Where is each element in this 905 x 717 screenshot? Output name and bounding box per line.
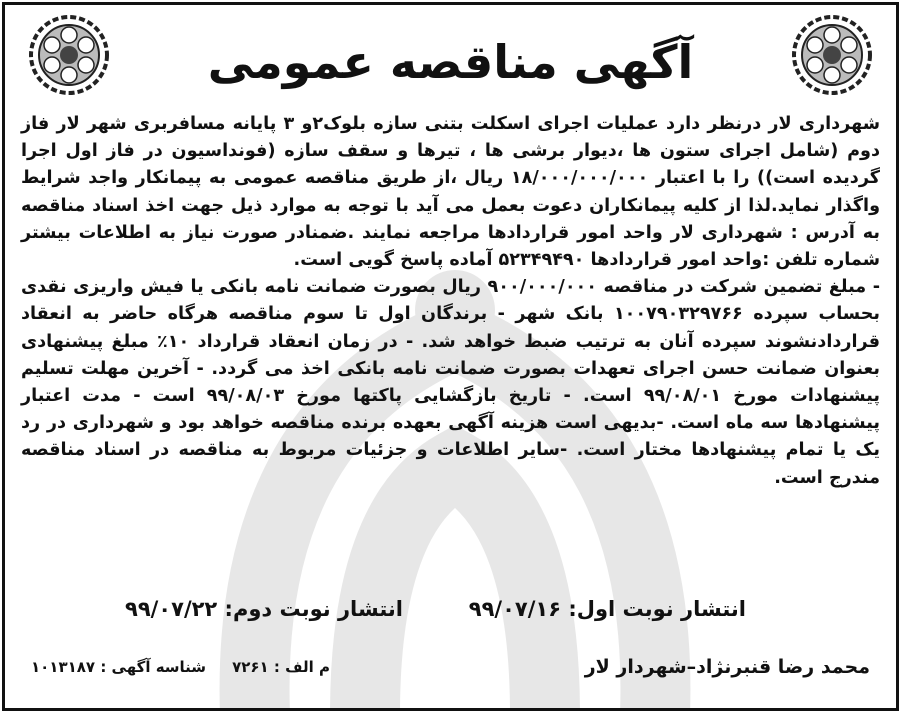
first-publication-date: انتشار نوبت اول: ۹۹/۰۷/۱۶	[468, 597, 746, 621]
ad-id: شناسه آگهی : ۱۰۱۳۱۸۷	[31, 658, 207, 676]
notice-conditions-paragraph: - مبلغ تضمین شرکت در مناقصه ۹۰۰/۰۰۰/۰۰۰ ریال بصورت ضمانت نامه بانکی یا فیش واریزی نقدی بحساب سپرده ۱۰۰۷۹۰۳۲۹۷۶۶ بانک شهر - برندگان اول تا سوم مناقصه هرگاه حاضر به انعقاد قراردادنشوند سپرده آنان به ترتیب ضبط خواهد شد. - در زمان انعقاد قرارداد ۱۰٪ مبلغ پیشنهادی بعنوان ضمانت حسن اجرای تعهدات بصورت ضمانت نامه بانکی اخذ می گردد. - آخرین مهلت تسلیم پیشنهادات مورخ ۹۹/۰۸/۰۱ است. - تاریخ بازگشایی پاکتها مورخ ۹۹/۰۸/۰۳ است - مدت اعتبار پیشنهادها سه ماه است. -بدیهی است هزینه آگهی بعهده برنده مناقصه خواهد بود و شهرداری در رد یک یا تمام پیشنهادها مختار است. -سایر اطلاعات و جزئیات مربوط به مناقصه در اسناد مناقصه مندرج است.	[21, 277, 881, 488]
mayor-signature: محمد رضا قنبرنژاد–شهردار لار	[584, 656, 870, 678]
reference-code: م الف : ۷۲۶۱	[232, 658, 330, 676]
notice-frame	[2, 2, 899, 711]
municipality-emblem-icon	[790, 13, 874, 97]
notice-footer	[31, 656, 870, 678]
notice-body	[21, 111, 880, 492]
notice-title: آگهی مناقصه عمومی	[207, 35, 694, 89]
second-publication-date: انتشار نوبت دوم: ۹۹/۰۷/۲۲	[125, 597, 403, 621]
notice-meta	[31, 658, 330, 676]
publication-dates	[125, 597, 746, 621]
municipality-emblem-icon	[27, 13, 111, 97]
notice-intro-paragraph: شهرداری لار درنظر دارد عملیات اجرای اسکلت بتنی سازه بلوک۲و ۳ پایانه مسافربری شهر لار فاز دوم (شامل اجرای ستون ها ،دیوار برشی ها ، تیرها و سقف سازه (فونداسیون در فاز اول اجرا گردیده است)) را با اعتبار ۱۸/۰۰۰/۰۰۰/۰۰۰ ریال ،از طریق مناقصه عمومی به پیمانکار واجد شرایط واگذار نماید.لذا از کلیه پیمانکاران دعوت بعمل می آید با توجه به موارد ذیل جهت اخذ اسناد مناقصه به آدرس : شهرداری لار واحد امور قراردادها مراجعه نمایند .ضمنادر صورت نیاز به اطلاعات بیشتر شماره تلفن :واحد امور قراردادها ۵۲۳۴۹۴۹۰ آماده پاسخ گویی است.	[21, 114, 881, 271]
